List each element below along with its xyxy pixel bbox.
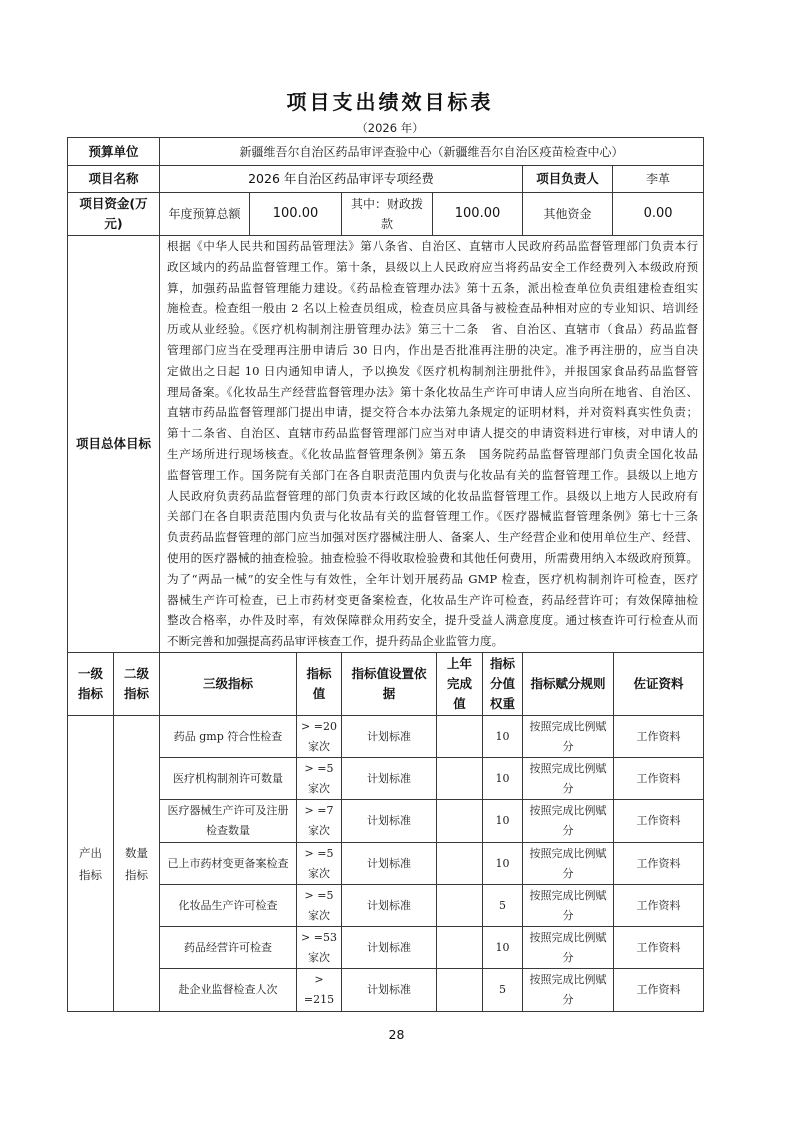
evidence: 工作资料: [614, 843, 704, 885]
scoring-rule: 按照完成比例赋分: [523, 758, 614, 800]
objective-line: 历或从业经验。《医疗机构制剂注册管理办法》第三十二条 省、自治区、直辖市（食品）药品监督: [167, 322, 699, 337]
indicator-weight: 10: [483, 716, 523, 758]
fiscal-funds-label: [342, 193, 433, 236]
value-basis: 计划标准: [342, 927, 437, 969]
indicator-weight: 10: [483, 927, 523, 969]
header-line: 完成: [446, 676, 472, 692]
header-last-year-value: [437, 653, 483, 716]
last-year-value: [437, 758, 483, 800]
objective-line: 负责药品监督管理的部门应当加强对医疗器械注册人、备案人、生产经营企业和使用单位生产、经营、: [167, 530, 699, 545]
indicator-weight: 5: [483, 969, 523, 1012]
evidence: 工作资料: [614, 969, 704, 1012]
level1-indicator-line: 指标: [79, 867, 102, 882]
scoring-rule: 按照完成比例赋分: [523, 716, 614, 758]
year-label: （2026 年）: [356, 121, 424, 135]
level3-indicator-name: 赴企业监督检查人次: [160, 969, 297, 1012]
level3-indicator-name: 药品 gmp 符合性检查: [160, 716, 297, 758]
indicator-row: [68, 927, 704, 969]
target-value: [297, 969, 342, 1012]
other-funds-value: 0.00: [613, 193, 704, 236]
objective-line: 生产场所进行现场核查。《化妆品监督管理条例》第五条 国务院药品监督管理部门负责全国化妆品: [167, 446, 699, 461]
header-line: 值: [312, 686, 326, 702]
target-value-line: > =5: [304, 888, 334, 902]
last-year-value: [437, 969, 483, 1012]
target-value-line: 家次: [308, 950, 330, 964]
indicator-row: [68, 885, 704, 927]
header-line: 佐证资料: [633, 676, 684, 692]
budget-unit-label: 预算单位: [68, 138, 160, 166]
target-value-line: > =7: [304, 804, 334, 818]
level3-indicator-name: 药品经营许可检查: [160, 927, 297, 969]
target-value: [297, 927, 342, 969]
header-line: 权重: [489, 696, 515, 712]
header-level3: [160, 653, 297, 716]
target-value-line: >: [314, 973, 324, 987]
header-value-basis: [342, 653, 437, 716]
objective-line: 第十二条省、自治区、直辖市药品监督管理部门应当对申请人提交的申请资料进行审核，对申请人的: [167, 426, 699, 441]
header-level1: [68, 653, 114, 716]
target-value-line: > =5: [304, 761, 334, 775]
scoring-rule: 按照完成比例赋分: [523, 800, 614, 843]
target-value-line: 家次: [308, 781, 330, 795]
header-line: 分值: [489, 676, 515, 692]
level2-indicator-line: 指标: [125, 867, 148, 882]
objective-line: 关部门在各自职责范围内负责与化妆品有关的监督管理工作。《医疗器械监督管理条例》第七十三条: [167, 509, 699, 524]
objective-line: 整改合格率，办件及时率，有效保障群众用药安全，提升受益人满意度度。通过核查许可行检查从而: [167, 613, 699, 628]
objective-line: 使用的医疗器械的抽查检验。抽查检验不得收取检验费和其他任何费用，所需费用纳入本级政府预算。: [167, 550, 699, 565]
level1-indicator: [68, 716, 114, 1012]
objective-line: 不断完善和加强提高药品审评核查工作，提升药品企业监管力度。: [167, 634, 504, 649]
project-leader-value: 李革: [613, 166, 704, 193]
value-basis: 计划标准: [342, 969, 437, 1012]
objective-line: 管理部门应当在受理再注册申请后 30 日内，作出是否批准再注册的决定。准予再注册的，应当自决: [167, 342, 699, 357]
fiscal-funds-label-line: 其中：财政拨: [350, 197, 423, 211]
target-value: [297, 800, 342, 843]
project-funds-row: [68, 193, 704, 236]
budget-unit-value: 新疆维吾尔自治区药品审评查验中心（新疆维吾尔自治区疫苗检查中心）: [160, 138, 704, 166]
evidence: 工作资料: [614, 927, 704, 969]
scoring-rule: 按照完成比例赋分: [523, 969, 614, 1012]
target-value: [297, 758, 342, 800]
indicator-weight: 5: [483, 885, 523, 927]
evidence: 工作资料: [614, 885, 704, 927]
project-funds-label-line: 项目资金(万: [79, 196, 148, 211]
indicator-weight: 10: [483, 800, 523, 843]
value-basis: 计划标准: [342, 843, 437, 885]
header-line: 二级: [123, 666, 149, 682]
project-name-row: [68, 166, 704, 193]
level3-indicator-name: 已上市药材变更备案检查: [160, 843, 297, 885]
project-name-label: 项目名称: [68, 166, 160, 193]
value-basis: 计划标准: [342, 800, 437, 843]
overall-objective-row: [68, 236, 704, 653]
header-line: 指标值设置依: [351, 666, 427, 682]
target-value-line: =215: [303, 993, 335, 1007]
performance-table: [67, 137, 703, 1012]
header-line: 一级: [77, 666, 103, 682]
target-value-line: > =20: [301, 719, 337, 733]
header-line: 指标: [306, 666, 332, 682]
objective-line: 算，加强药品监督管理能力建设。《药品检查管理办法》第十五条，派出检查单位负责组建检查组实: [167, 280, 699, 295]
objective-line: 为了“两品一械”的安全性与有效性，全年计划开展药品 GMP 检查，医疗机构制剂许可检查，医疗: [167, 571, 699, 586]
objective-line: 施检查。检查组一般由 2 名以上检查员组成，检查员应具备与被检查品种相对应的专业知识、培训经: [167, 301, 699, 316]
fiscal-funds-value: 100.00: [433, 193, 523, 236]
objective-line: 监督管理工作。国务院有关部门在各自职责范围内负责与化妆品有关的监督管理工作。县级以上地方: [167, 467, 699, 482]
project-funds-label-line: 元): [104, 216, 123, 231]
objective-line: 理局备案。《化妆品生产经营监督管理办法》第十条化妆品生产许可申请人应当向所在地省、自治区、: [167, 384, 699, 399]
scoring-rule: 按照完成比例赋分: [523, 843, 614, 885]
objective-line: 器械生产许可检查，已上市药材变更备案检查，化妆品生产许可检查，药品经营许可；有效保障抽检: [167, 592, 699, 607]
project-name-text: 2026 年自治区药品审评专项经费: [248, 171, 434, 186]
overall-objective-text: [160, 236, 704, 653]
budget-unit-row: [68, 138, 704, 166]
value-basis: 计划标准: [342, 758, 437, 800]
objective-line: 根据《中华人民共和国药品管理法》第八条省、自治区、直辖市人民政府药品监督管理部门负责本行: [167, 239, 699, 253]
evidence: 工作资料: [614, 800, 704, 843]
target-value-line: 家次: [308, 824, 330, 838]
indicator-weight: 10: [483, 758, 523, 800]
overall-objective-label: 项目总体目标: [68, 236, 160, 653]
last-year-value: [437, 843, 483, 885]
target-value: [297, 716, 342, 758]
objective-line: 直辖市药品监督管理部门提出申请，提交符合本办法第九条规定的证明材料，并对资料真实性负责；: [167, 405, 699, 420]
header-line: 指标: [489, 656, 515, 672]
target-value: [297, 885, 342, 927]
indicator-row: [68, 716, 704, 758]
header-weight: [483, 653, 523, 716]
header-line: 值: [453, 696, 466, 712]
scoring-rule: 按照完成比例赋分: [523, 927, 614, 969]
level2-indicator: [114, 716, 160, 1012]
project-summary-table: [67, 137, 704, 653]
evidence: 工作资料: [614, 716, 704, 758]
target-value-line: 家次: [308, 739, 330, 753]
page-title: 项目支出绩效目标表: [286, 90, 494, 114]
header-scoring-rule: [523, 653, 614, 716]
last-year-value: [437, 927, 483, 969]
header-line: 上年: [446, 656, 472, 672]
level3-indicator-name: 医疗机构制剂许可数量: [160, 758, 297, 800]
last-year-value: [437, 885, 483, 927]
indicator-weight: 10: [483, 843, 523, 885]
indicator-row: [68, 800, 704, 843]
last-year-value: [437, 800, 483, 843]
level3-indicator-name: 化妆品生产许可检查: [160, 885, 297, 927]
evidence: 工作资料: [614, 758, 704, 800]
target-value-line: > =5: [304, 846, 334, 860]
target-value-line: > =53: [301, 930, 337, 944]
objective-line: 人民政府负责药品监督管理的部门负责本行政区域的化妆品监督管理工作。县级以上地方人民政府有: [167, 488, 699, 503]
project-funds-label: [68, 193, 160, 236]
scoring-rule: 按照完成比例赋分: [523, 885, 614, 927]
level1-indicator-line: 产出: [79, 845, 102, 860]
value-basis: 计划标准: [342, 885, 437, 927]
indicator-row: [68, 969, 704, 1012]
value-basis: 计划标准: [342, 716, 437, 758]
header-line: 指标: [77, 686, 103, 702]
last-year-value: [437, 716, 483, 758]
objective-line: 定做出之日起 10 日内通知申请人，予以换发《医疗机构制剂注册批件》，并报国家食品药品监督管: [167, 363, 699, 378]
indicator-table: [67, 653, 704, 1013]
indicator-row: [68, 758, 704, 800]
annual-budget-value: 100.00: [250, 193, 342, 236]
objective-line: 政区域内的药品监督管理工作。第十条，县级以上人民政府应当将药品安全工作经费列入本级政府预: [167, 259, 699, 274]
indicator-row: [68, 843, 704, 885]
header-line: 据: [382, 686, 396, 702]
header-level2: [114, 653, 160, 716]
target-value: [297, 843, 342, 885]
indicator-header-row: [68, 653, 704, 716]
other-funds-label: 其他资金: [523, 193, 613, 236]
header-line: 指标: [123, 686, 149, 702]
fiscal-funds-label-line: 款: [380, 217, 393, 231]
level3-indicator-name: 医疗器械生产许可及注册检查数量: [160, 800, 297, 843]
project-name-value: [160, 166, 523, 193]
header-target-value: [297, 653, 342, 716]
target-value-line: 家次: [308, 866, 330, 880]
header-line: 三级指标: [202, 676, 253, 692]
project-leader-label: 项目负责人: [523, 166, 613, 193]
annual-budget-label: 年度预算总额: [160, 193, 250, 236]
page-number: 28: [388, 1027, 405, 1042]
level2-indicator-line: 数量: [125, 845, 148, 860]
header-evidence: [614, 653, 704, 716]
target-value-line: 家次: [308, 908, 330, 922]
header-line: 指标赋分规则: [530, 676, 606, 692]
